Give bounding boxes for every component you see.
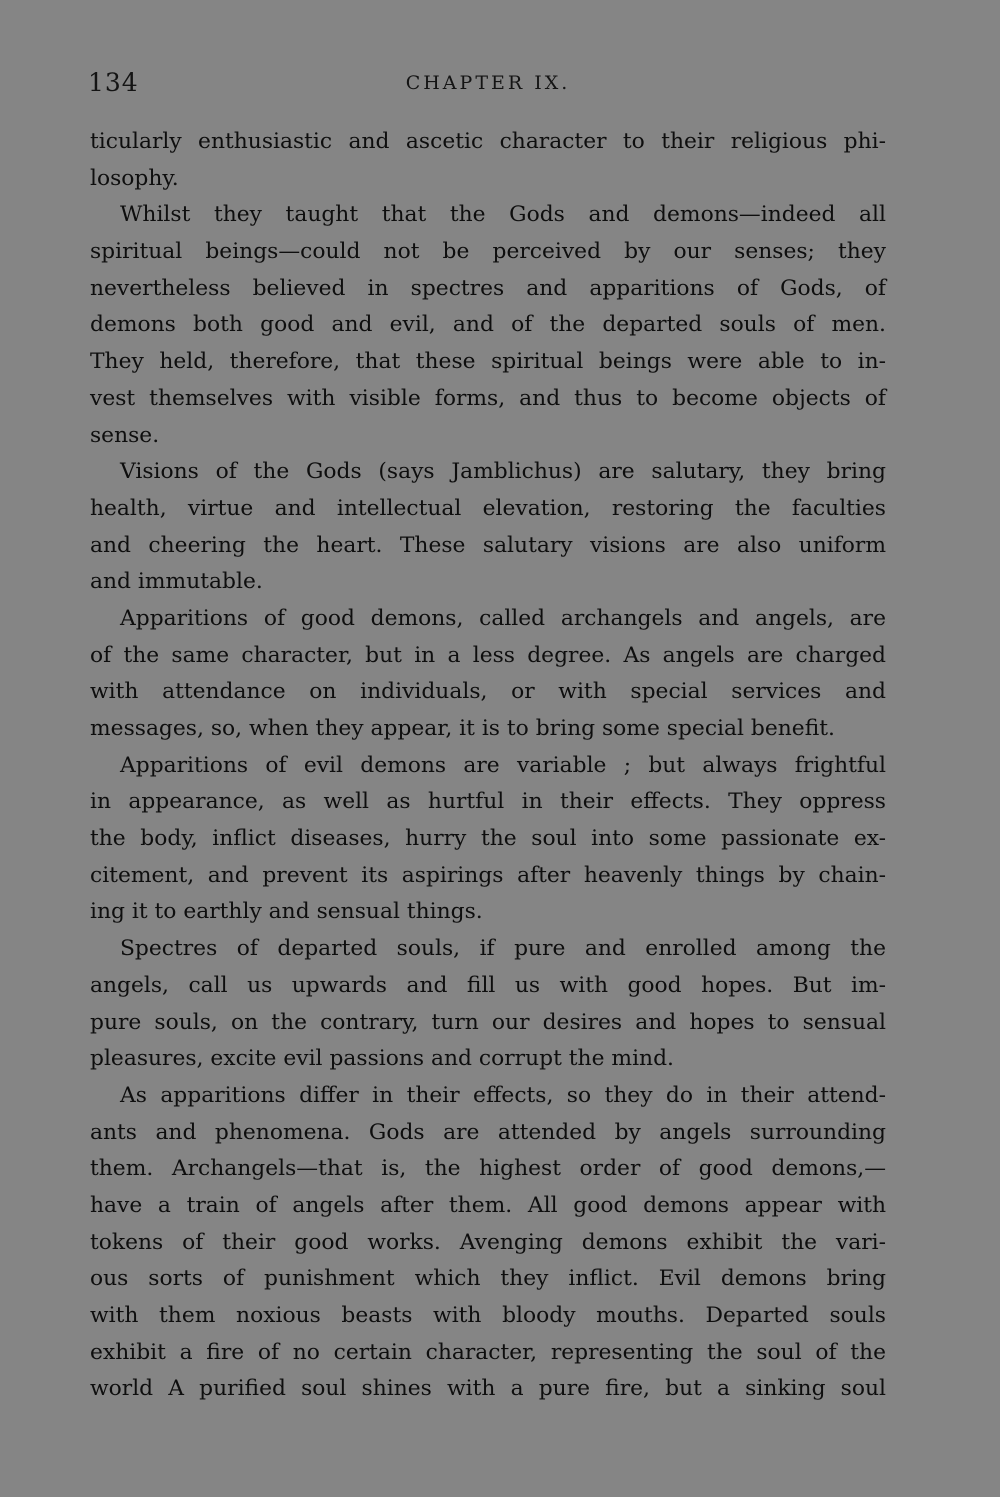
- text-line: Visions of the Gods (says Jamblichus) are salutary, they bring: [120, 459, 886, 485]
- text-line: with attendance on individuals, or with special services and: [90, 679, 886, 705]
- text-line: ing it to earthly and sensual things.: [90, 899, 483, 925]
- body-text: [90, 124, 886, 1408]
- text-line: and immutable.: [90, 569, 263, 595]
- page-number: 134: [88, 68, 139, 97]
- text-line: exhibit a fire of no certain character, representing the soul of the: [90, 1339, 886, 1365]
- text-line: tokens of their good works. Avenging demons exhibit the vari-: [90, 1229, 886, 1255]
- text-line: vest themselves with visible forms, and thus to become objects of: [90, 385, 886, 411]
- paragraph: [90, 1078, 886, 1408]
- paragraph: [90, 931, 886, 1078]
- text-line: of the same character, but in a less degree. As angels are charged: [90, 642, 886, 668]
- text-line: Whilst they taught that the Gods and demons—indeed all: [120, 202, 886, 228]
- paragraph: [90, 601, 886, 748]
- text-line: health, virtue and intellectual elevation, restoring the faculties: [90, 495, 886, 521]
- text-line: pure souls, on the contrary, turn our desires and hopes to sensual: [90, 1009, 886, 1035]
- text-line: losophy.: [90, 165, 179, 191]
- running-head: CHAPTER IX.: [405, 72, 571, 94]
- text-line: with them noxious beasts with bloody mouths. Departed souls: [90, 1303, 886, 1328]
- text-line: and cheering the heart. These salutary visions are also uniform: [90, 532, 886, 558]
- text-line: have a train of angels after them. All good demons appear with: [90, 1192, 886, 1218]
- text-line: sense.: [90, 422, 160, 448]
- paragraph: [90, 454, 886, 601]
- text-line: the body, inflict diseases, hurry the soul into some passionate ex-: [90, 826, 886, 852]
- text-line: ants and phenomena. Gods are attended by angels surrounding: [90, 1119, 886, 1145]
- paragraph: [90, 748, 886, 931]
- text-line: nevertheless believed in spectres and apparitions of Gods, of: [90, 275, 886, 301]
- text-line: messages, so, when they appear, it is to bring some special benefit.: [90, 716, 835, 741]
- text-line: angels, call us upwards and fill us with good hopes. But im-: [90, 972, 886, 998]
- text-line: Apparitions of good demons, called archangels and angels, are: [120, 605, 886, 631]
- paragraph: [90, 197, 886, 454]
- page-header: [88, 68, 888, 100]
- text-line: pleasures, excite evil passions and corrupt the mind.: [90, 1046, 674, 1072]
- text-line: Apparitions of evil demons are variable ; but always frightful: [120, 752, 886, 778]
- text-line: them. Archangels—that is, the highest order of good demons,—: [90, 1156, 886, 1182]
- text-line: ticularly enthusiastic and ascetic character to their religious phi-: [90, 129, 886, 154]
- text-line: As apparitions differ in their effects, so they do in their attend-: [120, 1082, 886, 1108]
- text-line: demons both good and evil, and of the departed souls of men.: [90, 312, 886, 338]
- text-line: citement, and prevent its aspirings after heavenly things by chain-: [90, 862, 886, 888]
- text-line: They held, therefore, that these spiritual beings were able to in-: [90, 349, 886, 375]
- text-line: spiritual beings—could not be perceived by our senses; they: [90, 239, 886, 265]
- text-line: in appearance, as well as hurtful in their effects. They oppress: [90, 789, 886, 815]
- text-line: ous sorts of punishment which they inflict. Evil demons bring: [90, 1266, 886, 1292]
- paragraph: [90, 124, 886, 197]
- text-line: Spectres of departed souls, if pure and enrolled among the: [120, 936, 886, 962]
- text-line: world A purified soul shines with a pure fire, but a sinking soul: [90, 1376, 886, 1402]
